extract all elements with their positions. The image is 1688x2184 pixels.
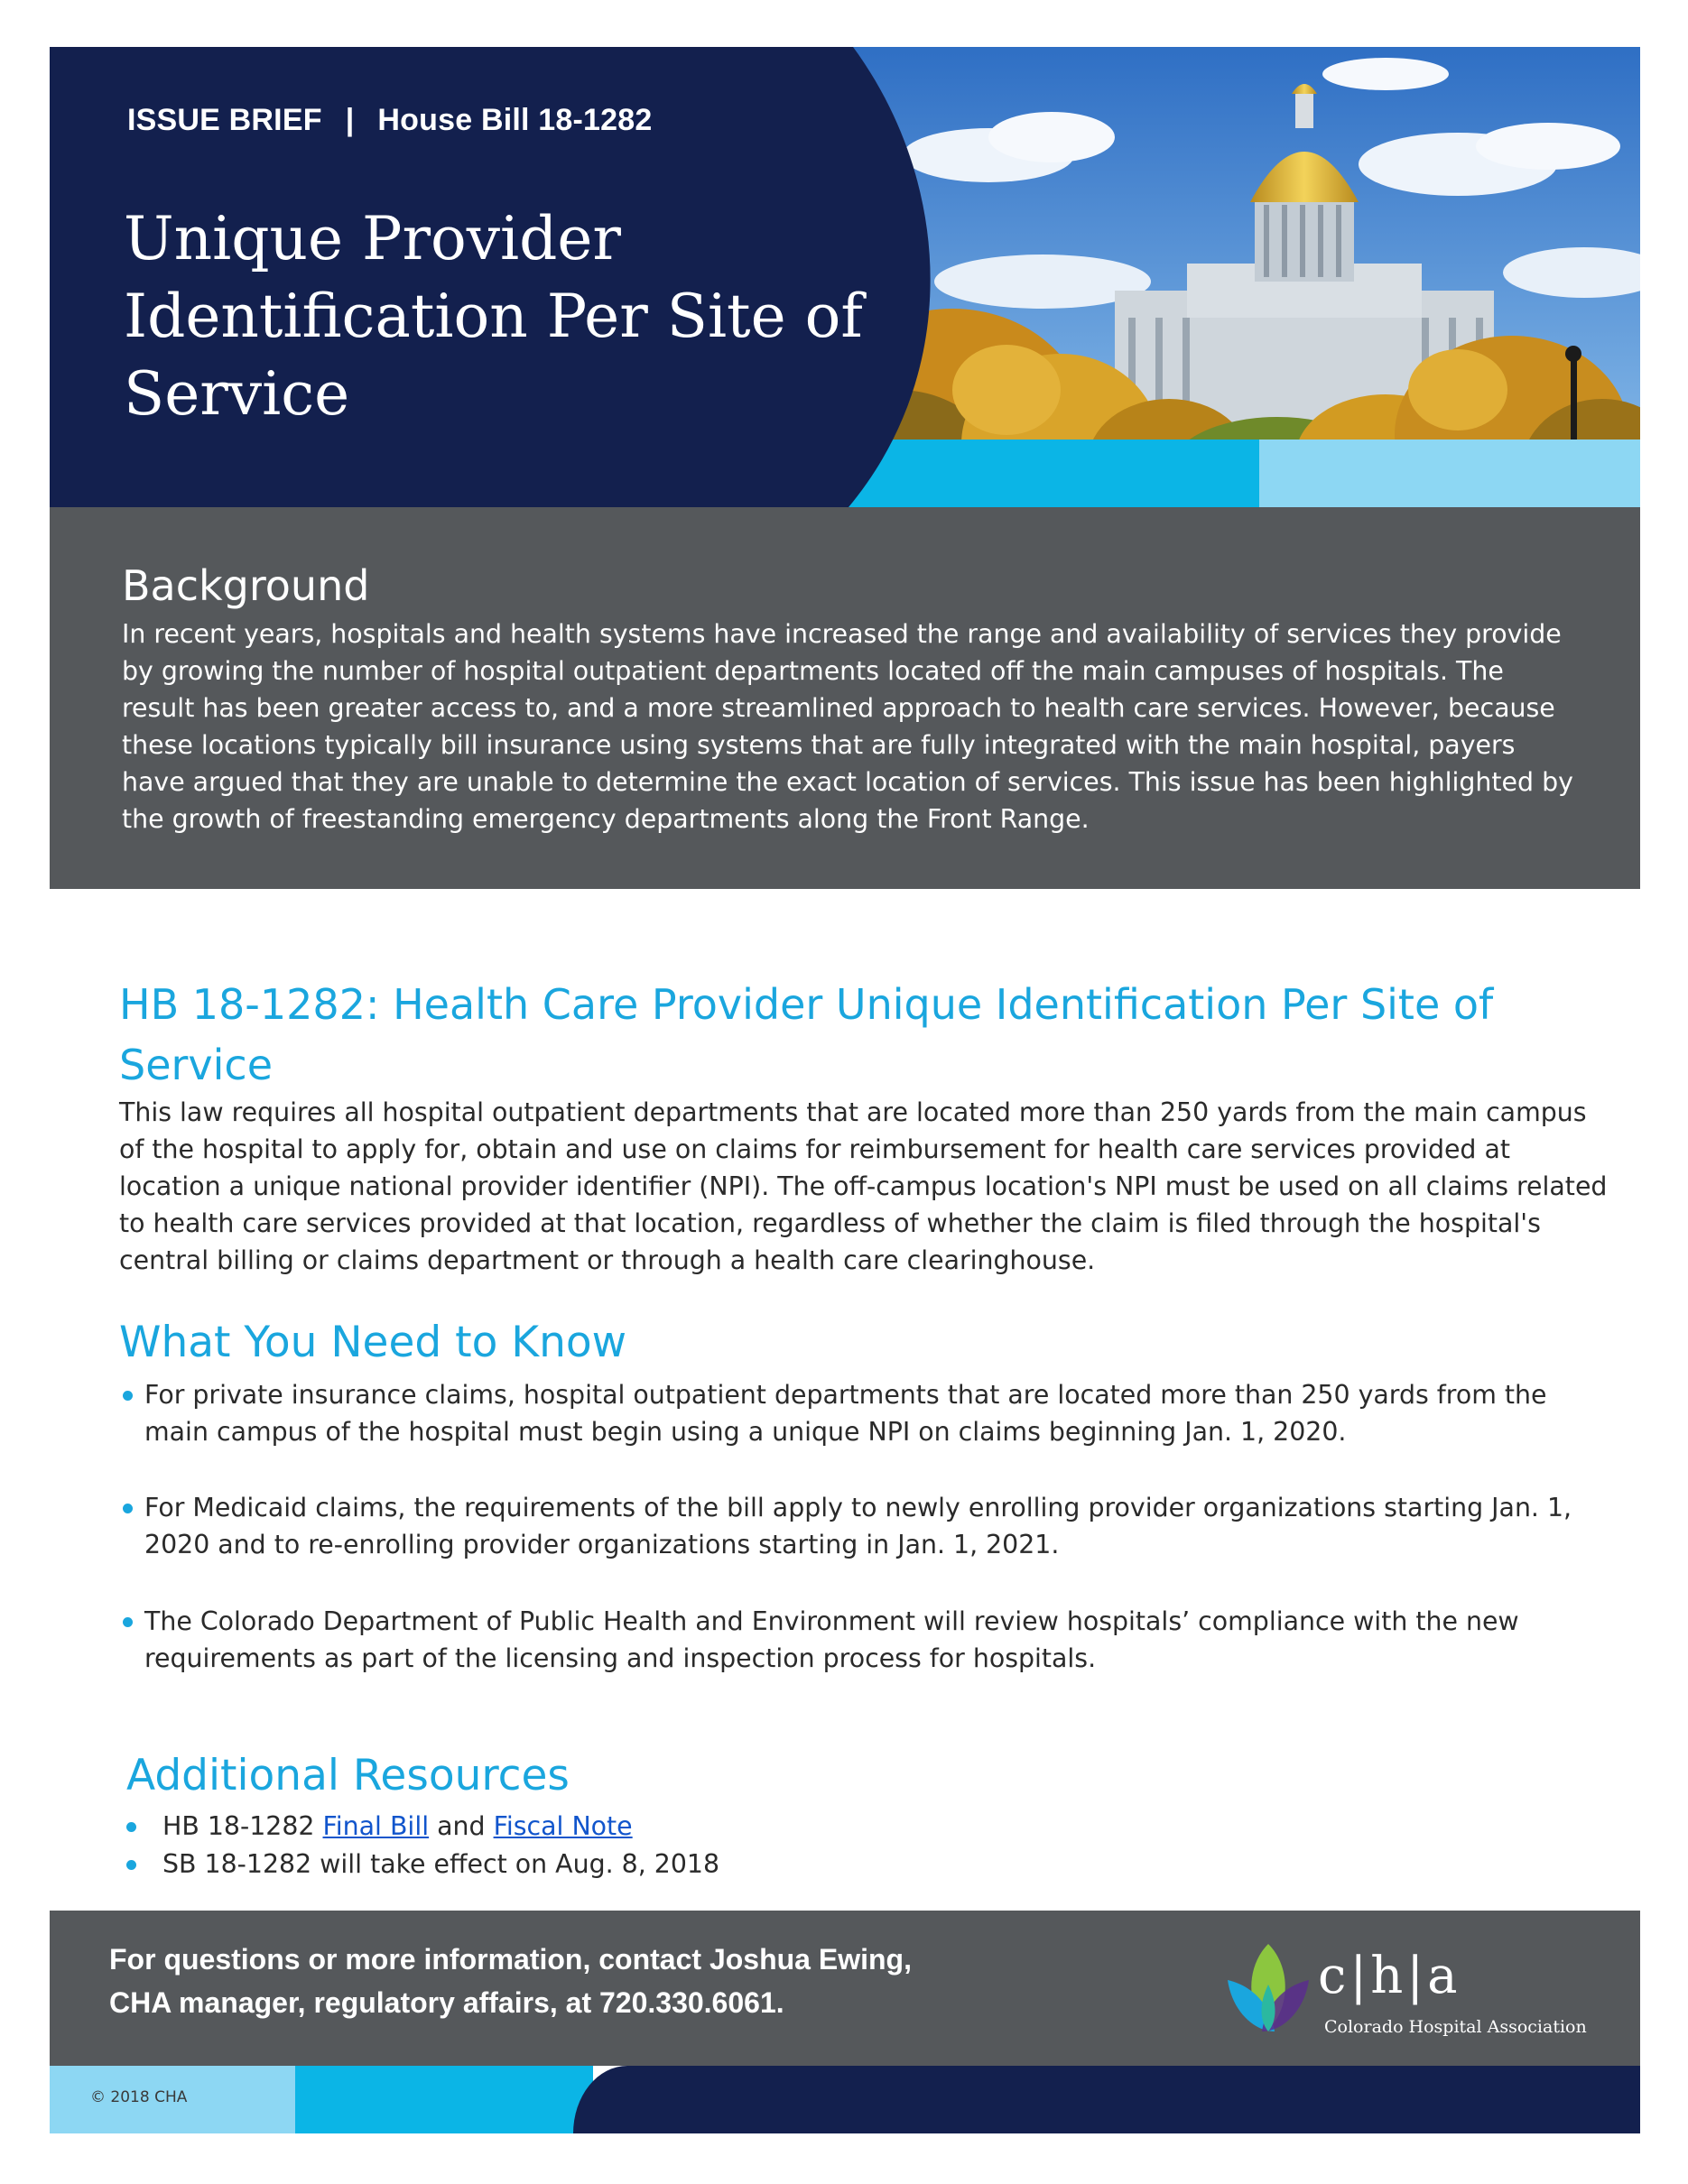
need-to-know-list-1 (119, 1376, 1609, 1450)
contact-panel (50, 1911, 1640, 2066)
issue-line (127, 103, 652, 138)
hb-section-title: HB 18-1282: Health Care Provider Unique Identification Per Site of Service (119, 980, 1494, 1089)
resource-prefix: HB 18-1282 (162, 1811, 323, 1841)
contact-text: For questions or more information, contact Joshua Ewing, CHA manager, regulatory affairs, at 720.330.6061. (109, 1943, 912, 2019)
header-banner (50, 47, 1640, 507)
resource-mid: and (429, 1811, 494, 1841)
need-to-know-item: The Colorado Department of Public Health and Environment will review hospitals’ compliance with the new requirements as part of the licensing and inspection process for hospitals. (119, 1603, 1609, 1677)
resource-item-final-bill (126, 1808, 719, 1846)
band-mid-segment (295, 2066, 593, 2133)
need-to-know-title: What You Need to Know (119, 1318, 627, 1367)
fiscal-note-link[interactable]: Fiscal Note (493, 1811, 633, 1841)
resource-item-effective-date: SB 18-1282 will take effect on Aug. 8, 2018 (126, 1846, 719, 1883)
cha-logo (1219, 1930, 1616, 2048)
bill-label: House Bill 18-1282 (377, 103, 653, 137)
background-panel (50, 507, 1640, 889)
leaf-logo-icon (1219, 1930, 1318, 2048)
need-to-know-item: For Medicaid claims, the requirements of the bill apply to newly enrolling provider organizations starting Jan. 1, 2020 and to re-enrolling provider organizations starting in Jan. 1, 2021. (119, 1489, 1609, 1563)
need-to-know-list-3 (119, 1603, 1609, 1677)
need-to-know-list-2 (119, 1489, 1609, 1563)
logo-wordmark: c|h|a (1318, 1947, 1461, 2005)
band-dark-segment (573, 2066, 1640, 2133)
logo-subtitle: Colorado Hospital Association (1324, 2017, 1587, 2037)
page-title: Unique Provider Identification Per Site of Service (124, 204, 863, 429)
need-to-know-item: For private insurance claims, hospital outpatient departments that are located more than 250 yards from the main campus of the hospital must begin using a unique NPI on claims beginning Jan. 1, 2020. (119, 1376, 1609, 1450)
bottom-band (50, 2066, 1640, 2133)
final-bill-link[interactable]: Final Bill (322, 1811, 430, 1841)
background-text: In recent years, hospitals and health systems have increased the range and availability of services they provide by growing the number of hospital outpatient departments located off the main campuses of hospitals. The result has been greater access to, and a more streamlined approach to health care services. However, because these locations typically bill insurance using systems that are fully integrated with the main hospital, payers have argued that they are unable to determine the exact location of services. This issue has been highlighted by the growth of freestanding emergency departments along the Front Range. (122, 619, 1573, 834)
background-heading: Background (122, 561, 370, 610)
resources-list (126, 1808, 719, 1883)
hb-section-text: This law requires all hospital outpatient departments that are located more than 250 yards from the main campus of the hospital to apply for, obtain and use on claims for reimbursement for health care services provided at location a unique national provider identifier (NPI). The off-campus location's NPI must be used on all claims related to health care services provided at that location, regardless of whether the claim is filed through the hospital's central billing or claims department or through a health care clearinghouse. (119, 1097, 1608, 1275)
issue-brief-label: ISSUE BRIEF (127, 103, 322, 137)
issue-separator: | (345, 103, 355, 137)
resources-title: Additional Resources (126, 1751, 570, 1800)
copyright: © 2018 CHA (90, 2088, 188, 2106)
